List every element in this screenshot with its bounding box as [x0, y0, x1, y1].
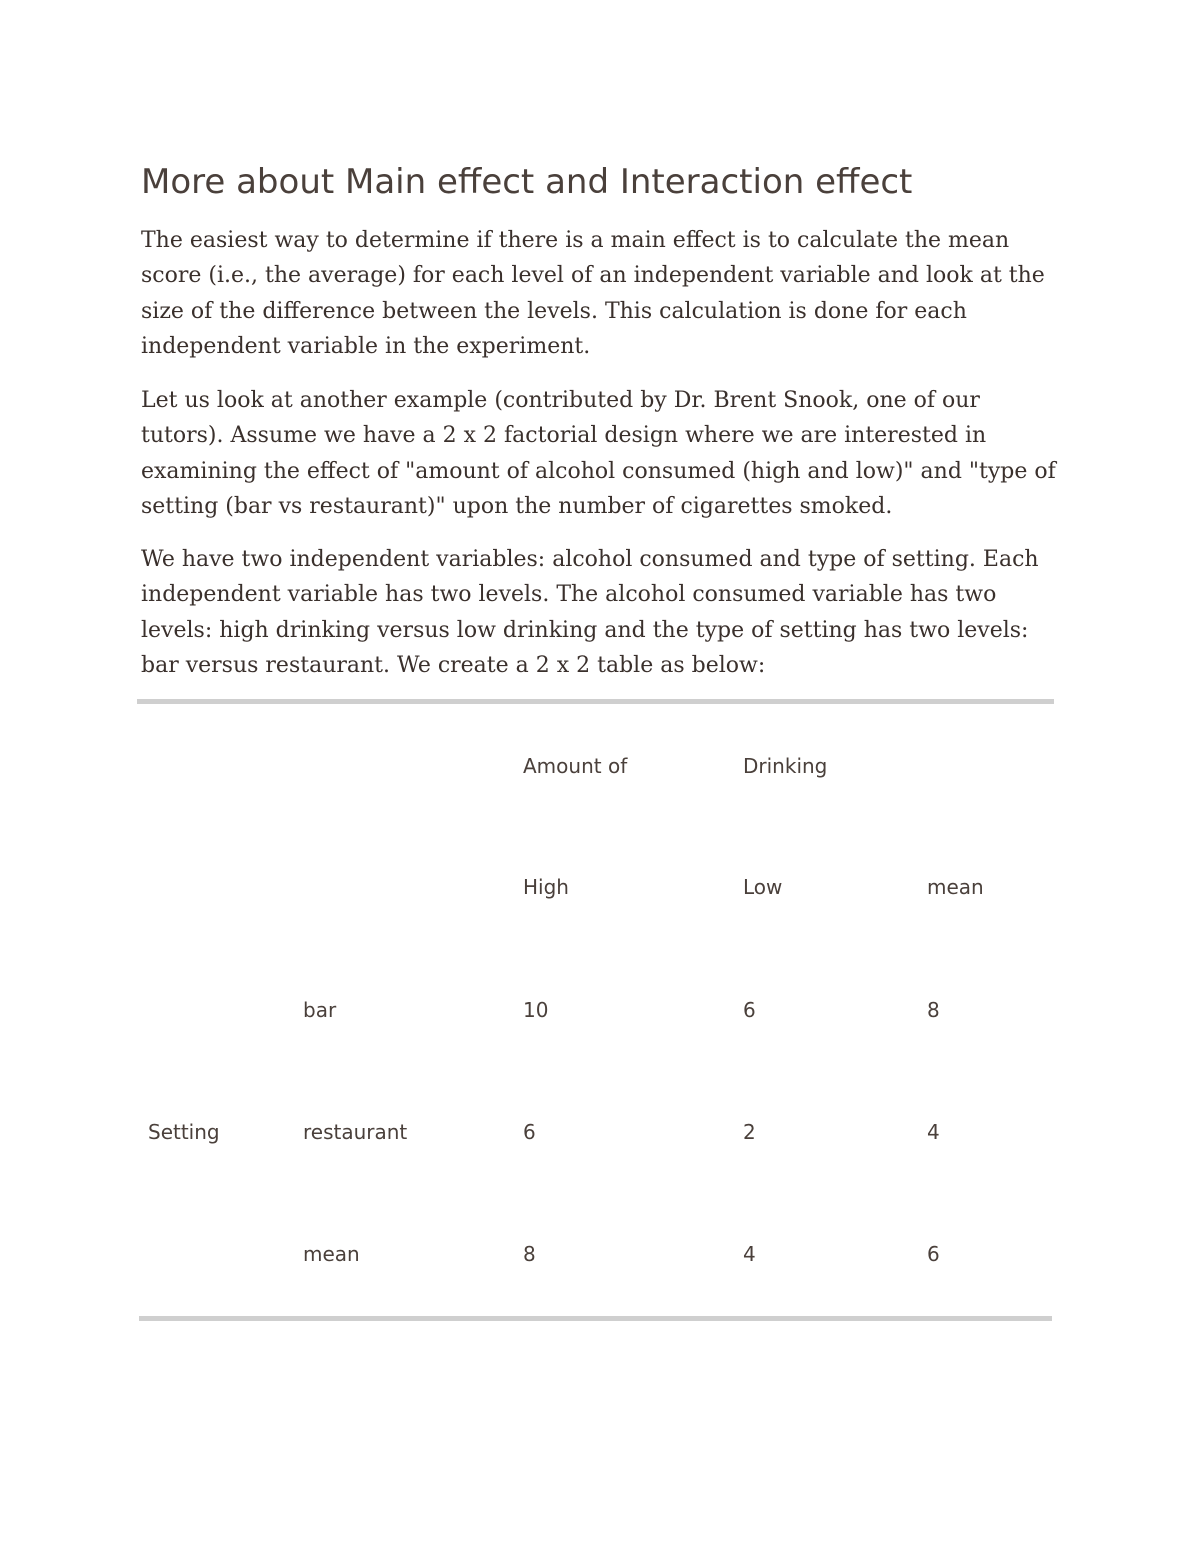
- paragraph-example: Let us look at another example (contributed by Dr. Brent Snook, one of our tutors). Assume we have a 2 x 2 factorial design where we are interested in examining the effect of "amount of alcohol consumed (high and low)" and "type of setting (bar vs restaurant)" upon the number of cigarettes smoked.: [141, 388, 1056, 519]
- table-header-mean: mean: [927, 875, 984, 899]
- table-header-high: High: [523, 875, 569, 899]
- table-cell-mean-mean: 6: [927, 1242, 940, 1266]
- table-cell-restaurant-high: 6: [523, 1120, 536, 1144]
- page-title: More about Main effect and Interaction effect: [141, 162, 913, 202]
- table-header-amount-of: Amount of: [523, 754, 628, 778]
- table-cell-mean-high: 8: [523, 1242, 536, 1266]
- table-top-rule: [137, 699, 1054, 704]
- table-row-label-bar: bar: [303, 998, 337, 1022]
- table-cell-restaurant-mean: 4: [927, 1120, 940, 1144]
- table-row-label-restaurant: restaurant: [303, 1120, 408, 1144]
- paragraph-variables: We have two independent variables: alcohol consumed and type of setting. Each independent variable has two levels. The alcohol consumed variable has two levels: high drinking versus low drinking and the type of setting has two levels: bar versus restaurant. We create a 2 x 2 table as below:: [141, 547, 1039, 678]
- table-row-label-mean: mean: [303, 1242, 360, 1266]
- paragraph-main-effect: The easiest way to determine if there is a main effect is to calculate the mean score (i.e., the average) for each level of an independent variable and look at the size of the difference between the levels. This calculation is done for each independent variable in the experiment.: [141, 228, 1045, 359]
- table-header-drinking: Drinking: [743, 754, 828, 778]
- table-cell-bar-high: 10: [523, 998, 549, 1022]
- table-cell-restaurant-low: 2: [743, 1120, 756, 1144]
- table-cell-bar-mean: 8: [927, 998, 940, 1022]
- table-cell-bar-low: 6: [743, 998, 756, 1022]
- table-header-low: Low: [743, 875, 783, 899]
- table-bottom-rule: [139, 1316, 1052, 1321]
- table-cell-mean-low: 4: [743, 1242, 756, 1266]
- table-group-label-setting: Setting: [148, 1120, 220, 1144]
